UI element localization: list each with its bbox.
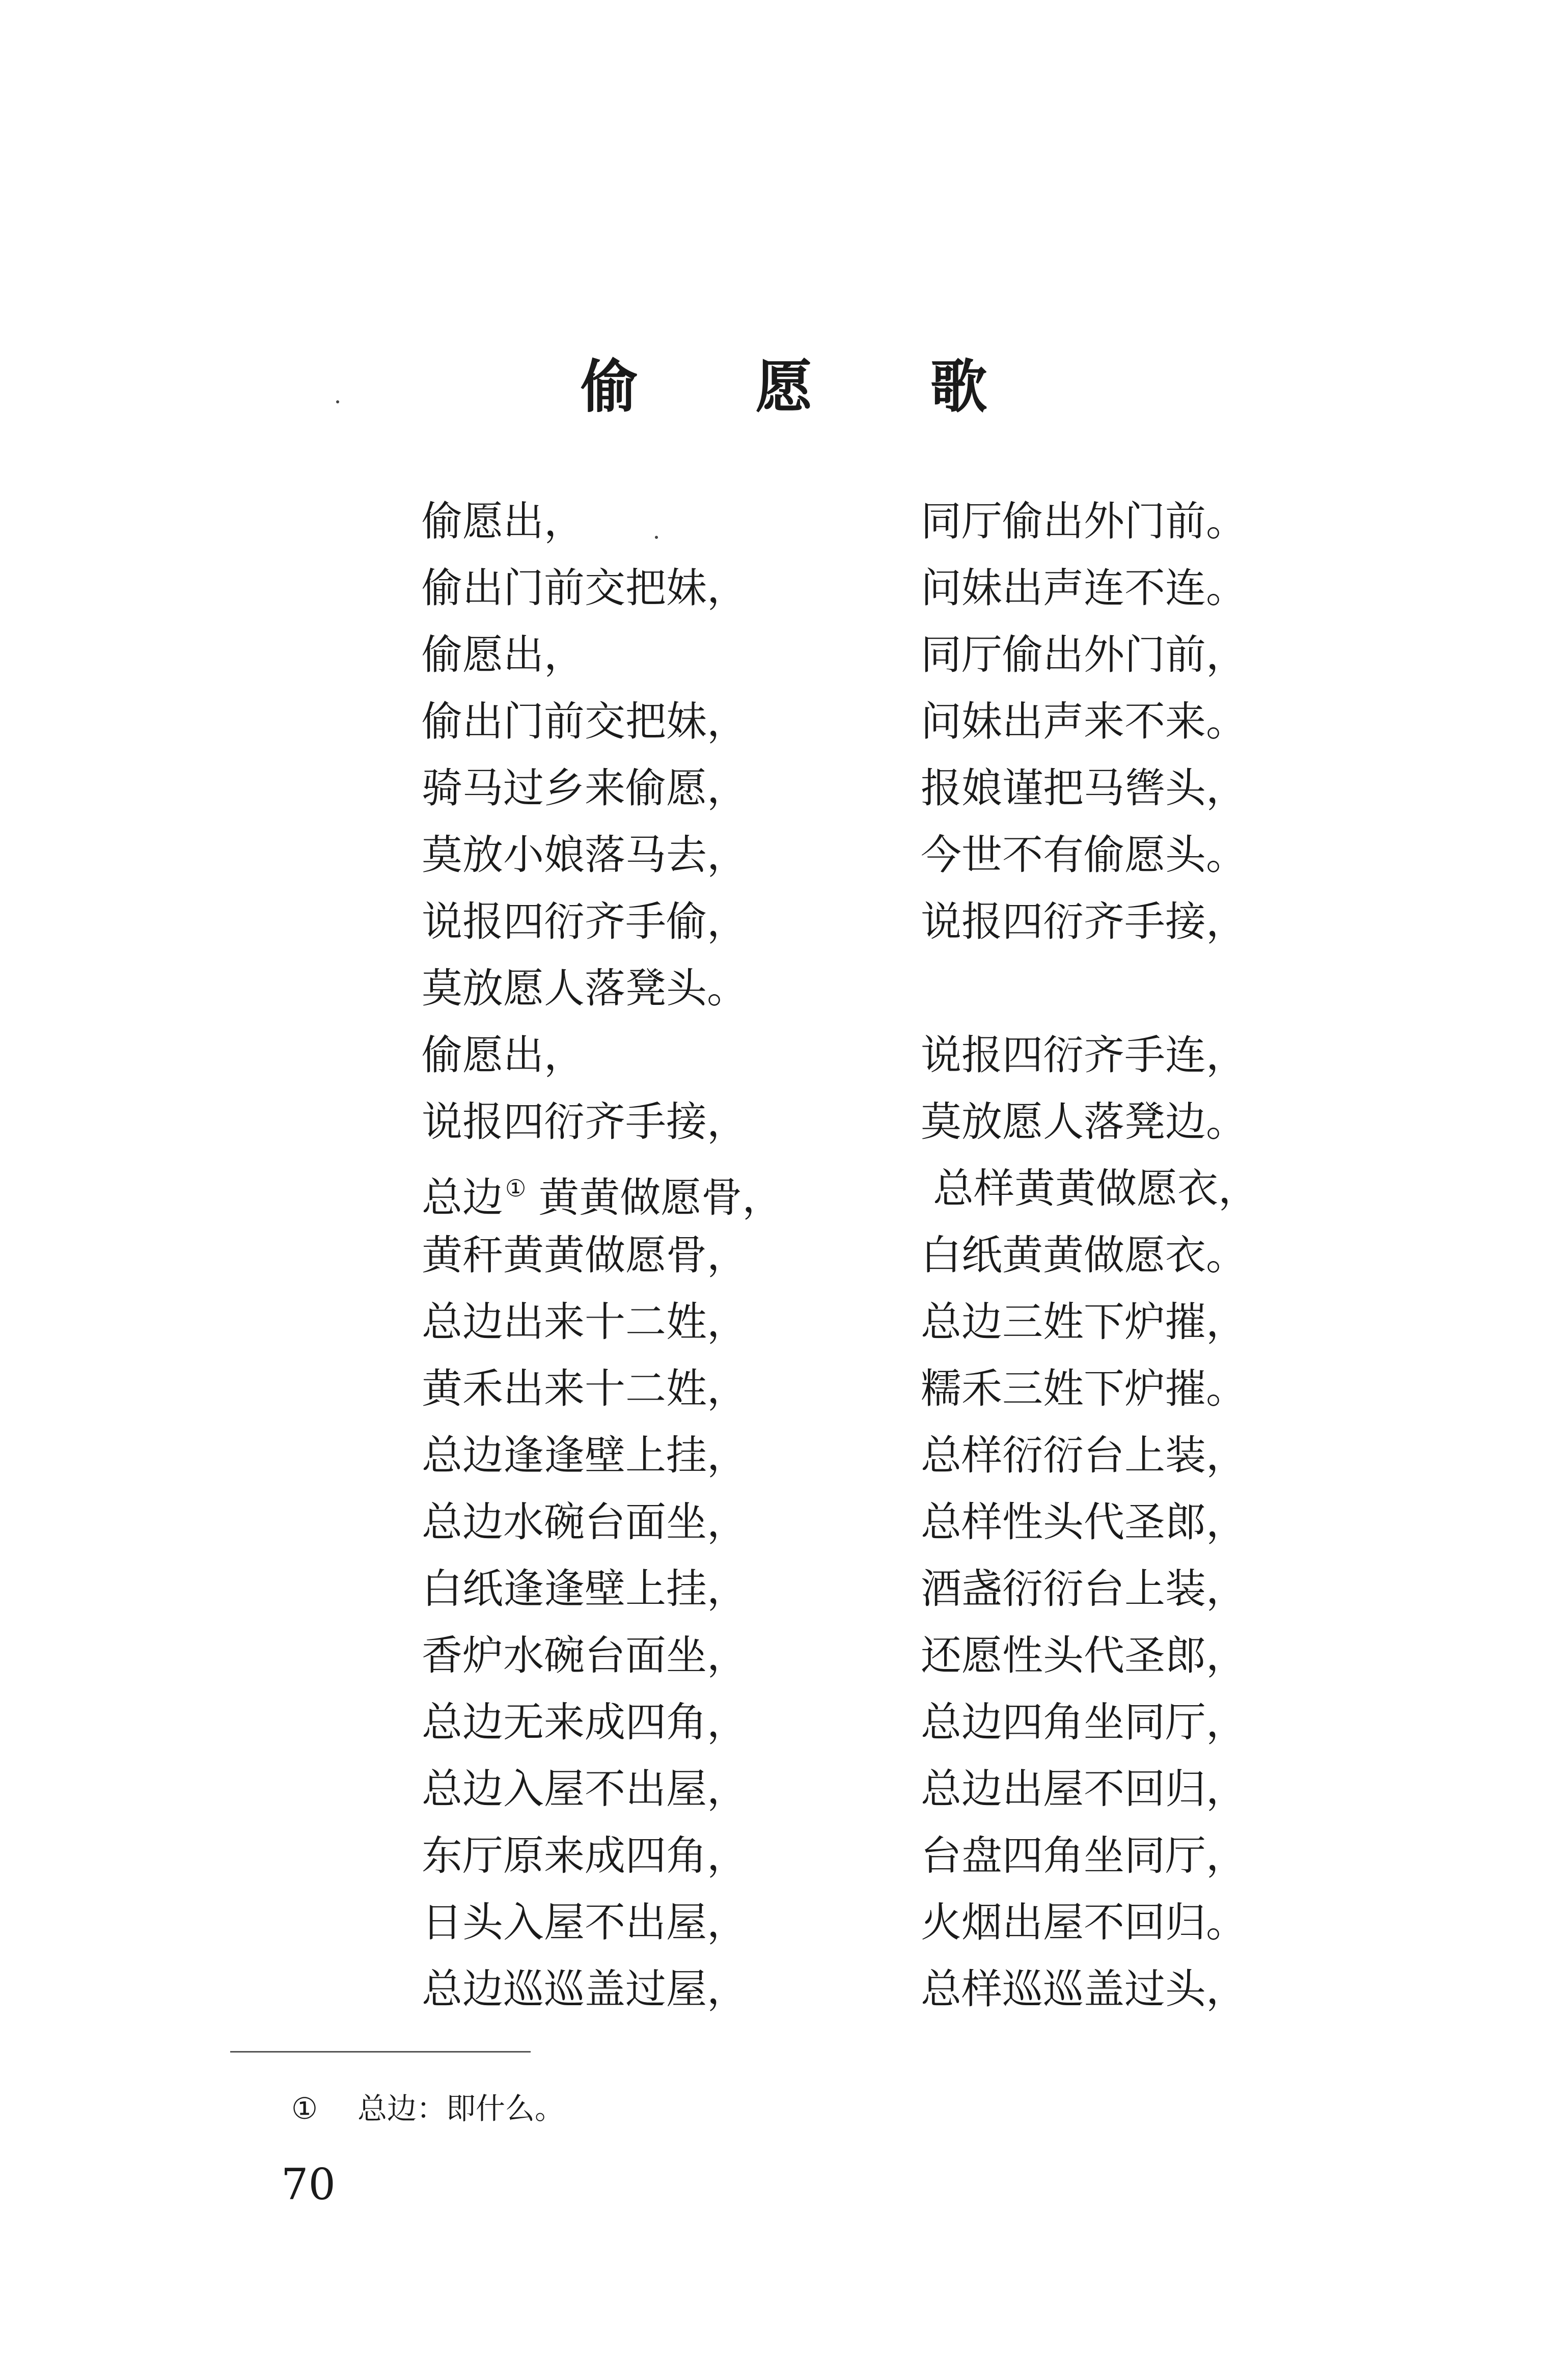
poem-line (0, 1088, 1568, 1155)
line-right: 总样性头代圣郎， (921, 1498, 1247, 1546)
line-left-post: 黄黄做愿骨， (538, 1174, 783, 1221)
poem-line (0, 1155, 1568, 1222)
poem-line (0, 1555, 1568, 1622)
line-right: 总样衍衍台上装， (921, 1432, 1247, 1479)
line-left: 香炉水碗台面坐， (422, 1632, 748, 1679)
line-right: 白纸黄黄做愿衣。 (921, 1232, 1247, 1279)
footnote-text: 总边：即什么。 (357, 2091, 565, 2126)
footnote-divider (230, 2051, 531, 2053)
poem-line (0, 888, 1568, 955)
line-right: 说报四衍齐手连， (921, 1031, 1247, 1079)
poem-line (0, 1756, 1568, 1822)
line-left (422, 1155, 783, 1231)
line-left: 白纸逢逢壁上挂， (422, 1565, 748, 1612)
line-left: 总边逢逢壁上挂， (422, 1432, 748, 1479)
line-right: 火烟出屋不回归。 (921, 1899, 1247, 1946)
line-left: 总边入屋不出屋， (422, 1765, 748, 1813)
line-left-pre: 总边 (422, 1174, 503, 1221)
poem-body (0, 488, 1568, 2022)
print-speck (336, 400, 339, 403)
line-right: 问妹出声连不连。 (921, 564, 1247, 612)
line-left: 骑马过乡来偷愿， (422, 764, 748, 812)
line-left: 东厅原来成四角， (422, 1832, 748, 1879)
line-left: 莫放愿人落凳头。 (422, 965, 748, 1012)
line-left: 黄秆黄黄做愿骨， (422, 1232, 748, 1279)
poem-line (0, 1022, 1568, 1088)
line-right: 莫放愿人落凳边。 (921, 1098, 1247, 1145)
line-right: 总边出屋不回归， (921, 1765, 1247, 1813)
poem-line (0, 1422, 1568, 1489)
line-right: 总样巡巡盖过头， (921, 1965, 1247, 2013)
line-right: 说报四衍齐手接， (921, 898, 1247, 945)
line-left: 偷出门前交把妹， (422, 698, 748, 745)
line-left: 偷愿出， (422, 1031, 585, 1079)
line-right: 总边四角坐同厅， (921, 1699, 1247, 1746)
page-number: 70 (281, 2160, 336, 2209)
line-left: 偷愿出， (422, 631, 585, 678)
poem-line (0, 488, 1568, 555)
poem-line (0, 621, 1568, 688)
line-right: 报娘谨把马辔头， (921, 764, 1247, 812)
line-right: 还愿性头代圣郎， (921, 1632, 1247, 1679)
poem-line (0, 755, 1568, 822)
poem-line (0, 1355, 1568, 1422)
poem-line (0, 1222, 1568, 1289)
line-left: 黄禾出来十二姓， (422, 1365, 748, 1412)
line-left: 日头入屋不出屋， (422, 1899, 748, 1946)
poem-line (0, 1489, 1568, 1555)
line-right: 总边三姓下炉摧， (921, 1298, 1247, 1346)
line-right: 酒盏衍衍台上装， (921, 1565, 1247, 1612)
line-right: 台盘四角坐同厅， (921, 1832, 1247, 1879)
line-left: 总边水碗台面坐， (422, 1498, 748, 1546)
line-right: 同厅偷出外门前。 (921, 498, 1247, 545)
line-right: 糯禾三姓下炉摧。 (921, 1365, 1247, 1412)
poem-line (0, 1956, 1568, 2022)
line-right: 同厅偷出外门前， (921, 631, 1247, 678)
line-left: 偷愿出， (422, 498, 585, 545)
line-left: 说报四衍齐手接， (422, 1098, 748, 1145)
footnote-reference: ① (505, 1174, 527, 1202)
line-left: 总边出来十二姓， (422, 1298, 748, 1346)
line-right: 今世不有偷愿头。 (921, 831, 1247, 879)
poem-line (0, 955, 1568, 1022)
poem-line (0, 822, 1568, 888)
line-left: 偷出门前交把妹， (422, 564, 748, 612)
line-right: 总样黄黄做愿衣， (933, 1165, 1259, 1212)
footnote (291, 2088, 564, 2129)
line-left: 总边无来成四角， (422, 1699, 748, 1746)
line-left: 莫放小娘落马去， (422, 831, 748, 879)
poem-line (0, 1822, 1568, 1889)
poem-line (0, 1689, 1568, 1756)
poem-line (0, 1622, 1568, 1689)
poem-line (0, 555, 1568, 621)
poem-line (0, 688, 1568, 755)
poem-line (0, 1889, 1568, 1956)
line-right: 问妹出声来不来。 (921, 698, 1247, 745)
line-left: 总边巡巡盖过屋， (422, 1965, 748, 2013)
footnote-mark: ① (291, 2091, 318, 2126)
poem-title: 偷 愿 歌 (581, 353, 1036, 420)
line-left: 说报四衍齐手偷， (422, 898, 748, 945)
poem-line (0, 1289, 1568, 1355)
